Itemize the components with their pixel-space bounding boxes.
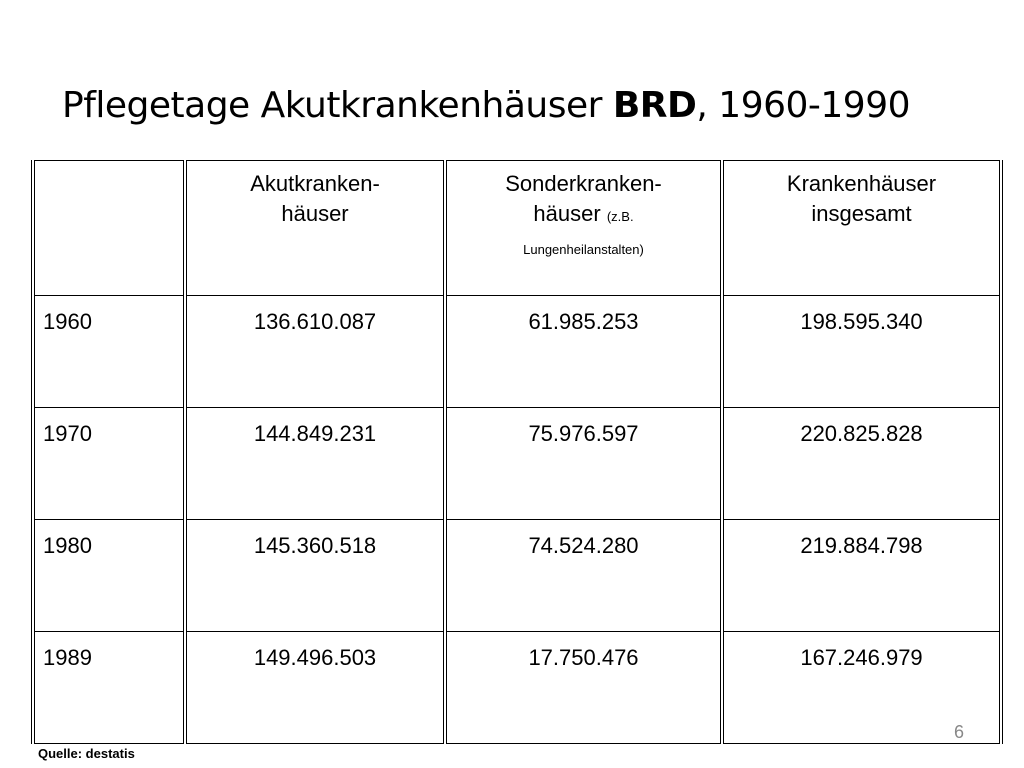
year-cell: 1960 — [33, 296, 185, 408]
year-cell: 1989 — [33, 632, 185, 744]
gesamt-cell: 167.246.979 — [722, 632, 1001, 744]
title-main: Pflegetage Akutkrankenhäuser — [62, 85, 613, 126]
table-row — [33, 520, 1001, 632]
title-suffix: , 1960-1990 — [696, 85, 911, 126]
akut-cell: 144.849.231 — [185, 408, 445, 520]
year-cell: 1970 — [33, 408, 185, 520]
year-cell: 1980 — [33, 520, 185, 632]
source-note: Quelle: destatis — [38, 746, 135, 761]
sonder-cell: 74.524.280 — [445, 520, 722, 632]
sonder-cell: 17.750.476 — [445, 632, 722, 744]
akut-cell: 145.360.518 — [185, 520, 445, 632]
sonder-cell: 61.985.253 — [445, 296, 722, 408]
table-header-row — [33, 161, 1001, 296]
table-row — [33, 296, 1001, 408]
sonder-cell: 75.976.597 — [445, 408, 722, 520]
header-cell-empty — [33, 161, 185, 296]
page-number: 6 — [953, 722, 964, 742]
gesamt-cell: 198.595.340 — [722, 296, 1001, 408]
title-bold: BRD — [612, 85, 697, 126]
page-title — [62, 84, 910, 128]
akut-cell: 149.496.503 — [185, 632, 445, 744]
gesamt-cell: 220.825.828 — [722, 408, 1001, 520]
header-cell-akut: Akutkranken- häuser — [185, 161, 445, 296]
akut-cell: 136.610.087 — [185, 296, 445, 408]
gesamt-cell: 219.884.798 — [722, 520, 1001, 632]
header-cell-sonder: Sonderkranken- häuser (z.B. Lungenheilanstalten) — [445, 161, 722, 296]
data-table — [31, 160, 1003, 744]
header-cell-gesamt: Krankenhäuser insgesamt — [722, 161, 1001, 296]
table-row — [33, 632, 1001, 744]
table-row — [33, 408, 1001, 520]
